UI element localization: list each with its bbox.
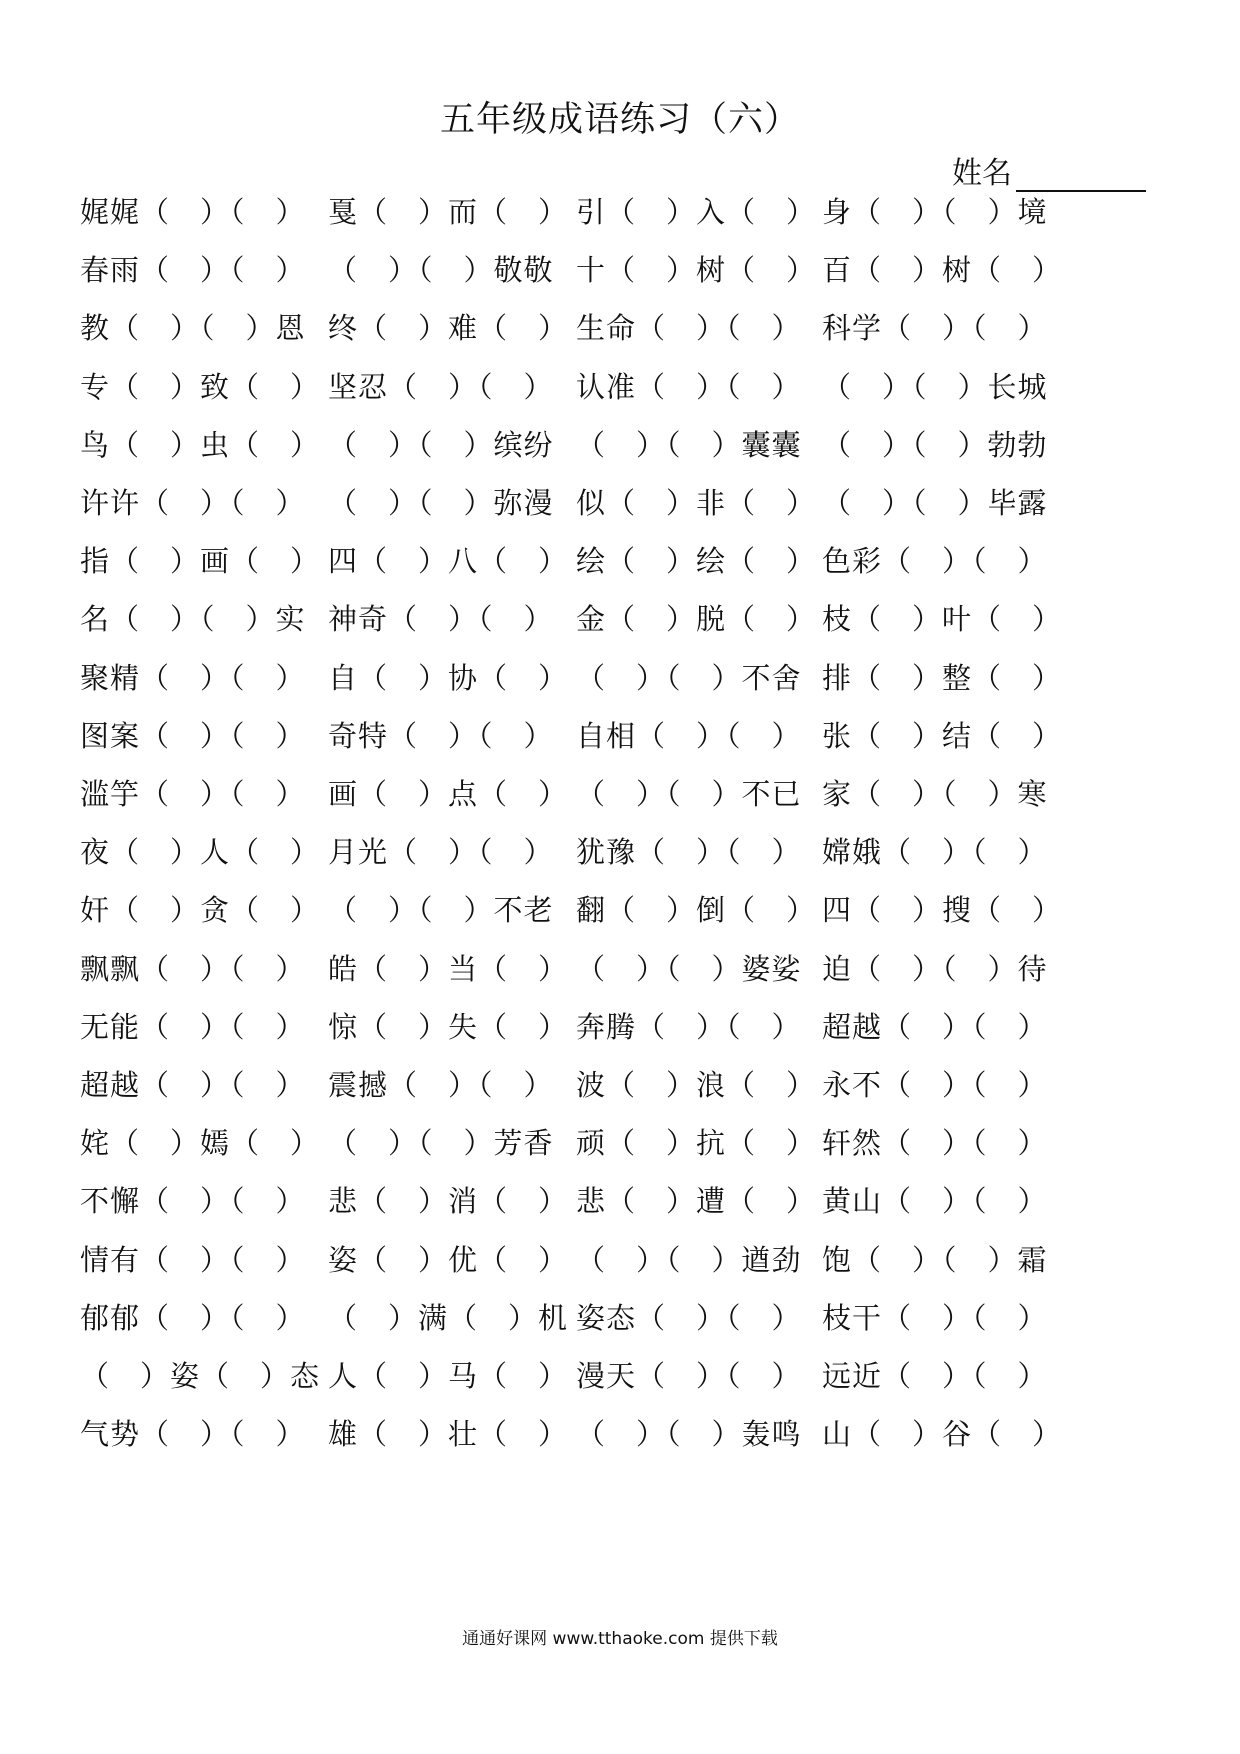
- idiom-item[interactable]: 生命（ ）（ ）: [576, 311, 802, 346]
- idiom-item[interactable]: 引（ ）入（ ）: [576, 195, 817, 229]
- idiom-item[interactable]: 四（ ）搜（ ）: [822, 893, 1063, 928]
- idiom-item[interactable]: 黄山（ ）（ ）: [822, 1184, 1048, 1219]
- idiom-item[interactable]: 奔腾（ ）（ ）: [576, 1009, 802, 1044]
- idiom-item[interactable]: （ ）（ ）弥漫: [328, 486, 554, 520]
- idiom-item[interactable]: 皓（ ）当（ ）: [328, 951, 569, 986]
- idiom-item[interactable]: （ ）（ ）轰鸣: [576, 1417, 802, 1452]
- idiom-row: [0, 190, 1240, 234]
- idiom-item[interactable]: 排（ ）整（ ）: [822, 660, 1063, 695]
- idiom-item[interactable]: 波（ ）浪（ ）: [576, 1068, 817, 1102]
- idiom-item[interactable]: 专（ ）致（ ）: [80, 369, 321, 404]
- idiom-item[interactable]: 教（ ）（ ）恩: [80, 311, 306, 346]
- idiom-item[interactable]: 月光（ ）（ ）: [328, 835, 554, 870]
- idiom-item[interactable]: （ ）（ ）不舍: [576, 660, 802, 695]
- idiom-item[interactable]: 身（ ）（ ）境: [822, 195, 1048, 229]
- idiom-item[interactable]: 震撼（ ）（ ）: [328, 1068, 554, 1102]
- idiom-row: [0, 947, 1240, 991]
- idiom-item[interactable]: 画（ ）点（ ）: [328, 777, 569, 811]
- idiom-item[interactable]: 姿（ ）优（ ）: [328, 1242, 569, 1277]
- idiom-item[interactable]: 永不（ ）（ ）: [822, 1068, 1048, 1102]
- idiom-item[interactable]: 超越（ ）（ ）: [822, 1009, 1048, 1044]
- idiom-item[interactable]: 不懈（ ）（ ）: [80, 1184, 306, 1219]
- idiom-item[interactable]: 娓娓（ ）（ ）: [80, 195, 306, 229]
- idiom-item[interactable]: （ ）（ ）囊囊: [576, 427, 802, 462]
- idiom-item[interactable]: （ ）（ ）遒劲: [576, 1242, 802, 1277]
- idiom-row: [0, 888, 1240, 932]
- idiom-item[interactable]: 姹（ ）嫣（ ）: [80, 1126, 321, 1161]
- idiom-item[interactable]: 嫦娥（ ）（ ）: [822, 835, 1048, 870]
- idiom-item[interactable]: 鸟（ ）虫（ ）: [80, 427, 321, 462]
- idiom-item[interactable]: 山（ ）谷（ ）: [822, 1417, 1063, 1452]
- idiom-item[interactable]: 郁郁（ ）（ ）: [80, 1300, 306, 1335]
- idiom-item[interactable]: （ ）（ ）缤纷: [328, 427, 554, 462]
- idiom-row: [0, 1412, 1240, 1456]
- idiom-item[interactable]: 家（ ）（ ）寒: [822, 777, 1048, 811]
- idiom-item[interactable]: 终（ ）难（ ）: [328, 311, 569, 346]
- idiom-row: [0, 423, 1240, 467]
- idiom-item[interactable]: 情有（ ）（ ）: [80, 1242, 306, 1277]
- idiom-item[interactable]: 顽（ ）抗（ ）: [576, 1126, 817, 1161]
- idiom-item[interactable]: 聚精（ ）（ ）: [80, 660, 306, 695]
- idiom-item[interactable]: 张（ ）结（ ）: [822, 718, 1063, 753]
- idiom-item[interactable]: 绘（ ）绘（ ）: [576, 544, 817, 579]
- idiom-item[interactable]: 翻（ ）倒（ ）: [576, 893, 817, 928]
- idiom-item[interactable]: 悲（ ）遭（ ）: [576, 1184, 817, 1219]
- page-title: 五年级成语练习（六）: [439, 100, 800, 140]
- idiom-row: [0, 1063, 1240, 1107]
- name-label: 姓名: [952, 156, 1012, 191]
- idiom-item[interactable]: 科学（ ）（ ）: [822, 311, 1048, 346]
- idiom-item[interactable]: 十（ ）树（ ）: [576, 253, 817, 288]
- idiom-item[interactable]: 无能（ ）（ ）: [80, 1009, 306, 1044]
- idiom-item[interactable]: 似（ ）非（ ）: [576, 486, 817, 520]
- idiom-row: [0, 1121, 1240, 1165]
- idiom-item[interactable]: 四（ ）八（ ）: [328, 544, 569, 579]
- idiom-item[interactable]: （ ）（ ）不老: [328, 893, 554, 928]
- idiom-item[interactable]: 轩然（ ）（ ）: [822, 1126, 1048, 1161]
- idiom-item[interactable]: 指（ ）画（ ）: [80, 544, 321, 579]
- idiom-item[interactable]: 饱（ ）（ ）霜: [822, 1242, 1048, 1277]
- idiom-item[interactable]: （ ）（ ）婆娑: [576, 951, 802, 986]
- idiom-item[interactable]: 枝干（ ）（ ）: [822, 1300, 1048, 1335]
- idiom-item[interactable]: 滥竽（ ）（ ）: [80, 777, 306, 811]
- idiom-row: [0, 365, 1240, 409]
- idiom-item[interactable]: 气势（ ）（ ）: [80, 1417, 306, 1452]
- idiom-item[interactable]: 雄（ ）壮（ ）: [328, 1417, 569, 1452]
- idiom-row: [0, 539, 1240, 583]
- idiom-item[interactable]: 奸（ ）贪（ ）: [80, 893, 321, 928]
- idiom-row: [0, 1238, 1240, 1282]
- idiom-item[interactable]: 认准（ ）（ ）: [576, 369, 802, 404]
- idiom-item[interactable]: 漫天（ ）（ ）: [576, 1359, 802, 1393]
- idiom-item[interactable]: 图案（ ）（ ）: [80, 718, 306, 753]
- idiom-item[interactable]: 神奇（ ）（ ）: [328, 602, 554, 637]
- idiom-row: [0, 830, 1240, 874]
- idiom-item[interactable]: 自（ ）协（ ）: [328, 660, 569, 695]
- idiom-row: [0, 481, 1240, 525]
- idiom-row: [0, 306, 1240, 350]
- idiom-item[interactable]: 姿态（ ）（ ）: [576, 1300, 802, 1335]
- idiom-row: [0, 1296, 1240, 1340]
- idiom-item[interactable]: 犹豫（ ）（ ）: [576, 835, 802, 870]
- idiom-item[interactable]: （ ）（ ）芳香: [328, 1126, 554, 1161]
- idiom-row: [0, 772, 1240, 816]
- idiom-item[interactable]: （ ）（ ）勃勃: [822, 427, 1048, 462]
- idiom-item[interactable]: （ ）（ ）不已: [576, 777, 802, 811]
- idiom-item[interactable]: 金（ ）脱（ ）: [576, 602, 817, 637]
- idiom-item[interactable]: 百（ ）树（ ）: [822, 253, 1063, 288]
- idiom-row: [0, 714, 1240, 758]
- idiom-item[interactable]: 超越（ ）（ ）: [80, 1068, 306, 1102]
- idiom-item[interactable]: 远近（ ）（ ）: [822, 1359, 1048, 1393]
- idiom-item[interactable]: 枝（ ）叶（ ）: [822, 602, 1063, 637]
- idiom-item[interactable]: （ ）姿（ ）态: [80, 1359, 321, 1393]
- idiom-item[interactable]: 坚忍（ ）（ ）: [328, 369, 554, 404]
- idiom-item[interactable]: （ ）满（ ）机: [328, 1300, 569, 1335]
- idiom-item[interactable]: 戛（ ）而（ ）: [328, 195, 569, 229]
- footer-text: 通通好课网 www.tthaoke.com 提供下载: [462, 1629, 778, 1649]
- idiom-item[interactable]: 自相（ ）（ ）: [576, 718, 802, 753]
- idiom-row: [0, 1354, 1240, 1398]
- idiom-item[interactable]: （ ）（ ）长城: [822, 369, 1048, 404]
- idiom-item[interactable]: 飘飘（ ）（ ）: [80, 951, 306, 986]
- idiom-item[interactable]: 色彩（ ）（ ）: [822, 544, 1048, 579]
- idiom-row: [0, 248, 1240, 292]
- idiom-item[interactable]: 迫（ ）（ ）待: [822, 951, 1048, 986]
- idiom-row: [0, 1179, 1240, 1223]
- idiom-item[interactable]: 人（ ）马（ ）: [328, 1359, 569, 1393]
- idiom-item[interactable]: 惊（ ）失（ ）: [328, 1009, 569, 1044]
- idiom-item[interactable]: （ ）（ ）敬敬: [328, 253, 554, 288]
- idiom-item[interactable]: 名（ ）（ ）实: [80, 602, 306, 637]
- idiom-item[interactable]: 悲（ ）消（ ）: [328, 1184, 569, 1219]
- idiom-item[interactable]: 夜（ ）人（ ）: [80, 835, 321, 870]
- idiom-item[interactable]: （ ）（ ）毕露: [822, 486, 1048, 520]
- idiom-row: [0, 597, 1240, 641]
- idiom-item[interactable]: 许许（ ）（ ）: [80, 486, 306, 520]
- idiom-row: [0, 1005, 1240, 1049]
- idiom-item[interactable]: 春雨（ ）（ ）: [80, 253, 306, 288]
- idiom-row: [0, 656, 1240, 700]
- idiom-item[interactable]: 奇特（ ）（ ）: [328, 718, 554, 753]
